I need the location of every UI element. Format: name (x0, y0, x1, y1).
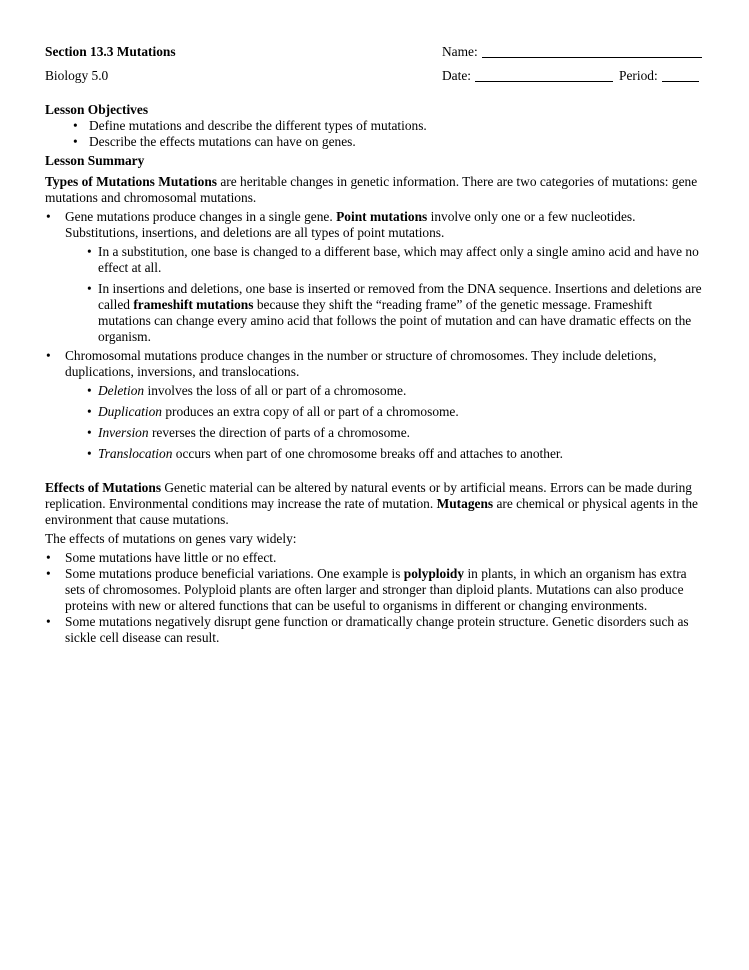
mutagens-term: Mutagens (436, 496, 494, 511)
chromosomal-sublist (65, 383, 707, 462)
header-row-1 (45, 44, 707, 60)
frameshift-term: frameshift mutations (133, 297, 254, 312)
effects-list (45, 550, 707, 646)
types-heading: Types of Mutations (45, 174, 155, 189)
polyploidy-term: polyploidy (403, 566, 465, 581)
summary-heading: Lesson Summary (45, 153, 145, 168)
date-blank[interactable] (475, 68, 613, 82)
chromosomal-mutations-item: • Chromosomal mutations produce changes in the number or structure of chromosomes. They include deletions, duplications, inversions, and translocations. • Deletion involves the loss of all or part of a chromosome. • Duplication produces an extra copy of all or part of a chromosome. • Inversion reverses the direction of parts of a chromosome. • Translocation occurs when part of one chromosome breaks off and attaches to another. (45, 348, 707, 462)
effects-item: • Some mutations produce beneficial variations. One example is polyploidy in plants, in which an organism has extra sets of chromosomes. Polyploid plants are often larger and stronger than diploid plants. Mutations can also produce proteins with new or altered functions that can be useful to organisms in different or changing environments. (45, 566, 707, 614)
translocation-item: • Translocation occurs when part of one chromosome breaks off and attaches to another. (65, 446, 707, 462)
deletion-item: • Deletion involves the loss of all or part of a chromosome. (65, 383, 707, 399)
course-label: Biology 5.0 (45, 68, 109, 83)
objective-item: • Define mutations and describe the different types of mutations. (45, 118, 707, 134)
types-list (45, 209, 707, 462)
section-title: Section 13.3 Mutations (45, 44, 176, 59)
date-period-field (442, 68, 707, 84)
substitution-item: • In a substitution, one base is changed to a different base, which may affect only a single amino acid and have no effect at all. (65, 244, 707, 276)
effects-item: • Some mutations have little or no effect. (45, 550, 707, 566)
gene-mutations-item: • Gene mutations produce changes in a single gene. Point mutations involve only one or a few nucleotides. Substitutions, insertions, and deletions are all types of point mutations. • In a substitution, one base is changed to a different base, which may affect only a single amino acid and have no effect at all. • In insertions and deletions, one base is inserted or removed from the DNA sequence. Insertions and deletions are called frameshift mutations because they shift the “reading frame” of the genetic message. Frameshift mutations can change every amino acid that follows the point of mutation and can have dramatic effects on the organism. (45, 209, 707, 345)
date-label: Date: (442, 68, 471, 83)
effects-item: • Some mutations negatively disrupt gene function or dramatically change protein structure. Genetic disorders such as sickle cell disease can result. (45, 614, 707, 646)
frameshift-item: • In insertions and deletions, one base is inserted or removed from the DNA sequence. Insertions and deletions are called frameshift mutations because they shift the “reading frame” of the genetic message. Frameshift mutations can change every amino acid that follows the point of mutation and can have dramatic effects on the organism. (65, 281, 707, 345)
objectives-heading: Lesson Objectives (45, 102, 149, 117)
effects-vary: The effects of mutations on genes vary widely: (45, 531, 297, 546)
duplication-item: • Duplication produces an extra copy of all or part of a chromosome. (65, 404, 707, 420)
gene-sublist (65, 244, 707, 345)
mutations-term: Mutations (158, 174, 217, 189)
effects-heading: Effects of Mutations (45, 480, 162, 495)
point-mutations-term: Point mutations (336, 209, 428, 224)
inversion-item: • Inversion reverses the direction of parts of a chromosome. (65, 425, 707, 441)
name-field (442, 44, 707, 60)
types-intro: Types of Mutations Mutations are heritable changes in genetic information. There are two categories of mutations: gene mutations and chromosomal mutations. (45, 174, 698, 205)
period-blank[interactable] (662, 68, 699, 82)
effects-intro: Effects of Mutations Genetic material can be altered by natural events or by artificial means. Errors can be made during replication. Environmental conditions may increase the rate of mutation. Mutagens are chemical or physical agents in the environment that cause mutations. (45, 480, 699, 527)
objective-item: • Describe the effects mutations can have on genes. (45, 134, 707, 150)
objectives-list (45, 118, 707, 150)
name-blank[interactable] (482, 44, 702, 58)
header-row-2 (45, 68, 707, 84)
period-label: Period: (619, 68, 658, 83)
name-label: Name: (442, 44, 478, 59)
worksheet-page (45, 44, 707, 646)
